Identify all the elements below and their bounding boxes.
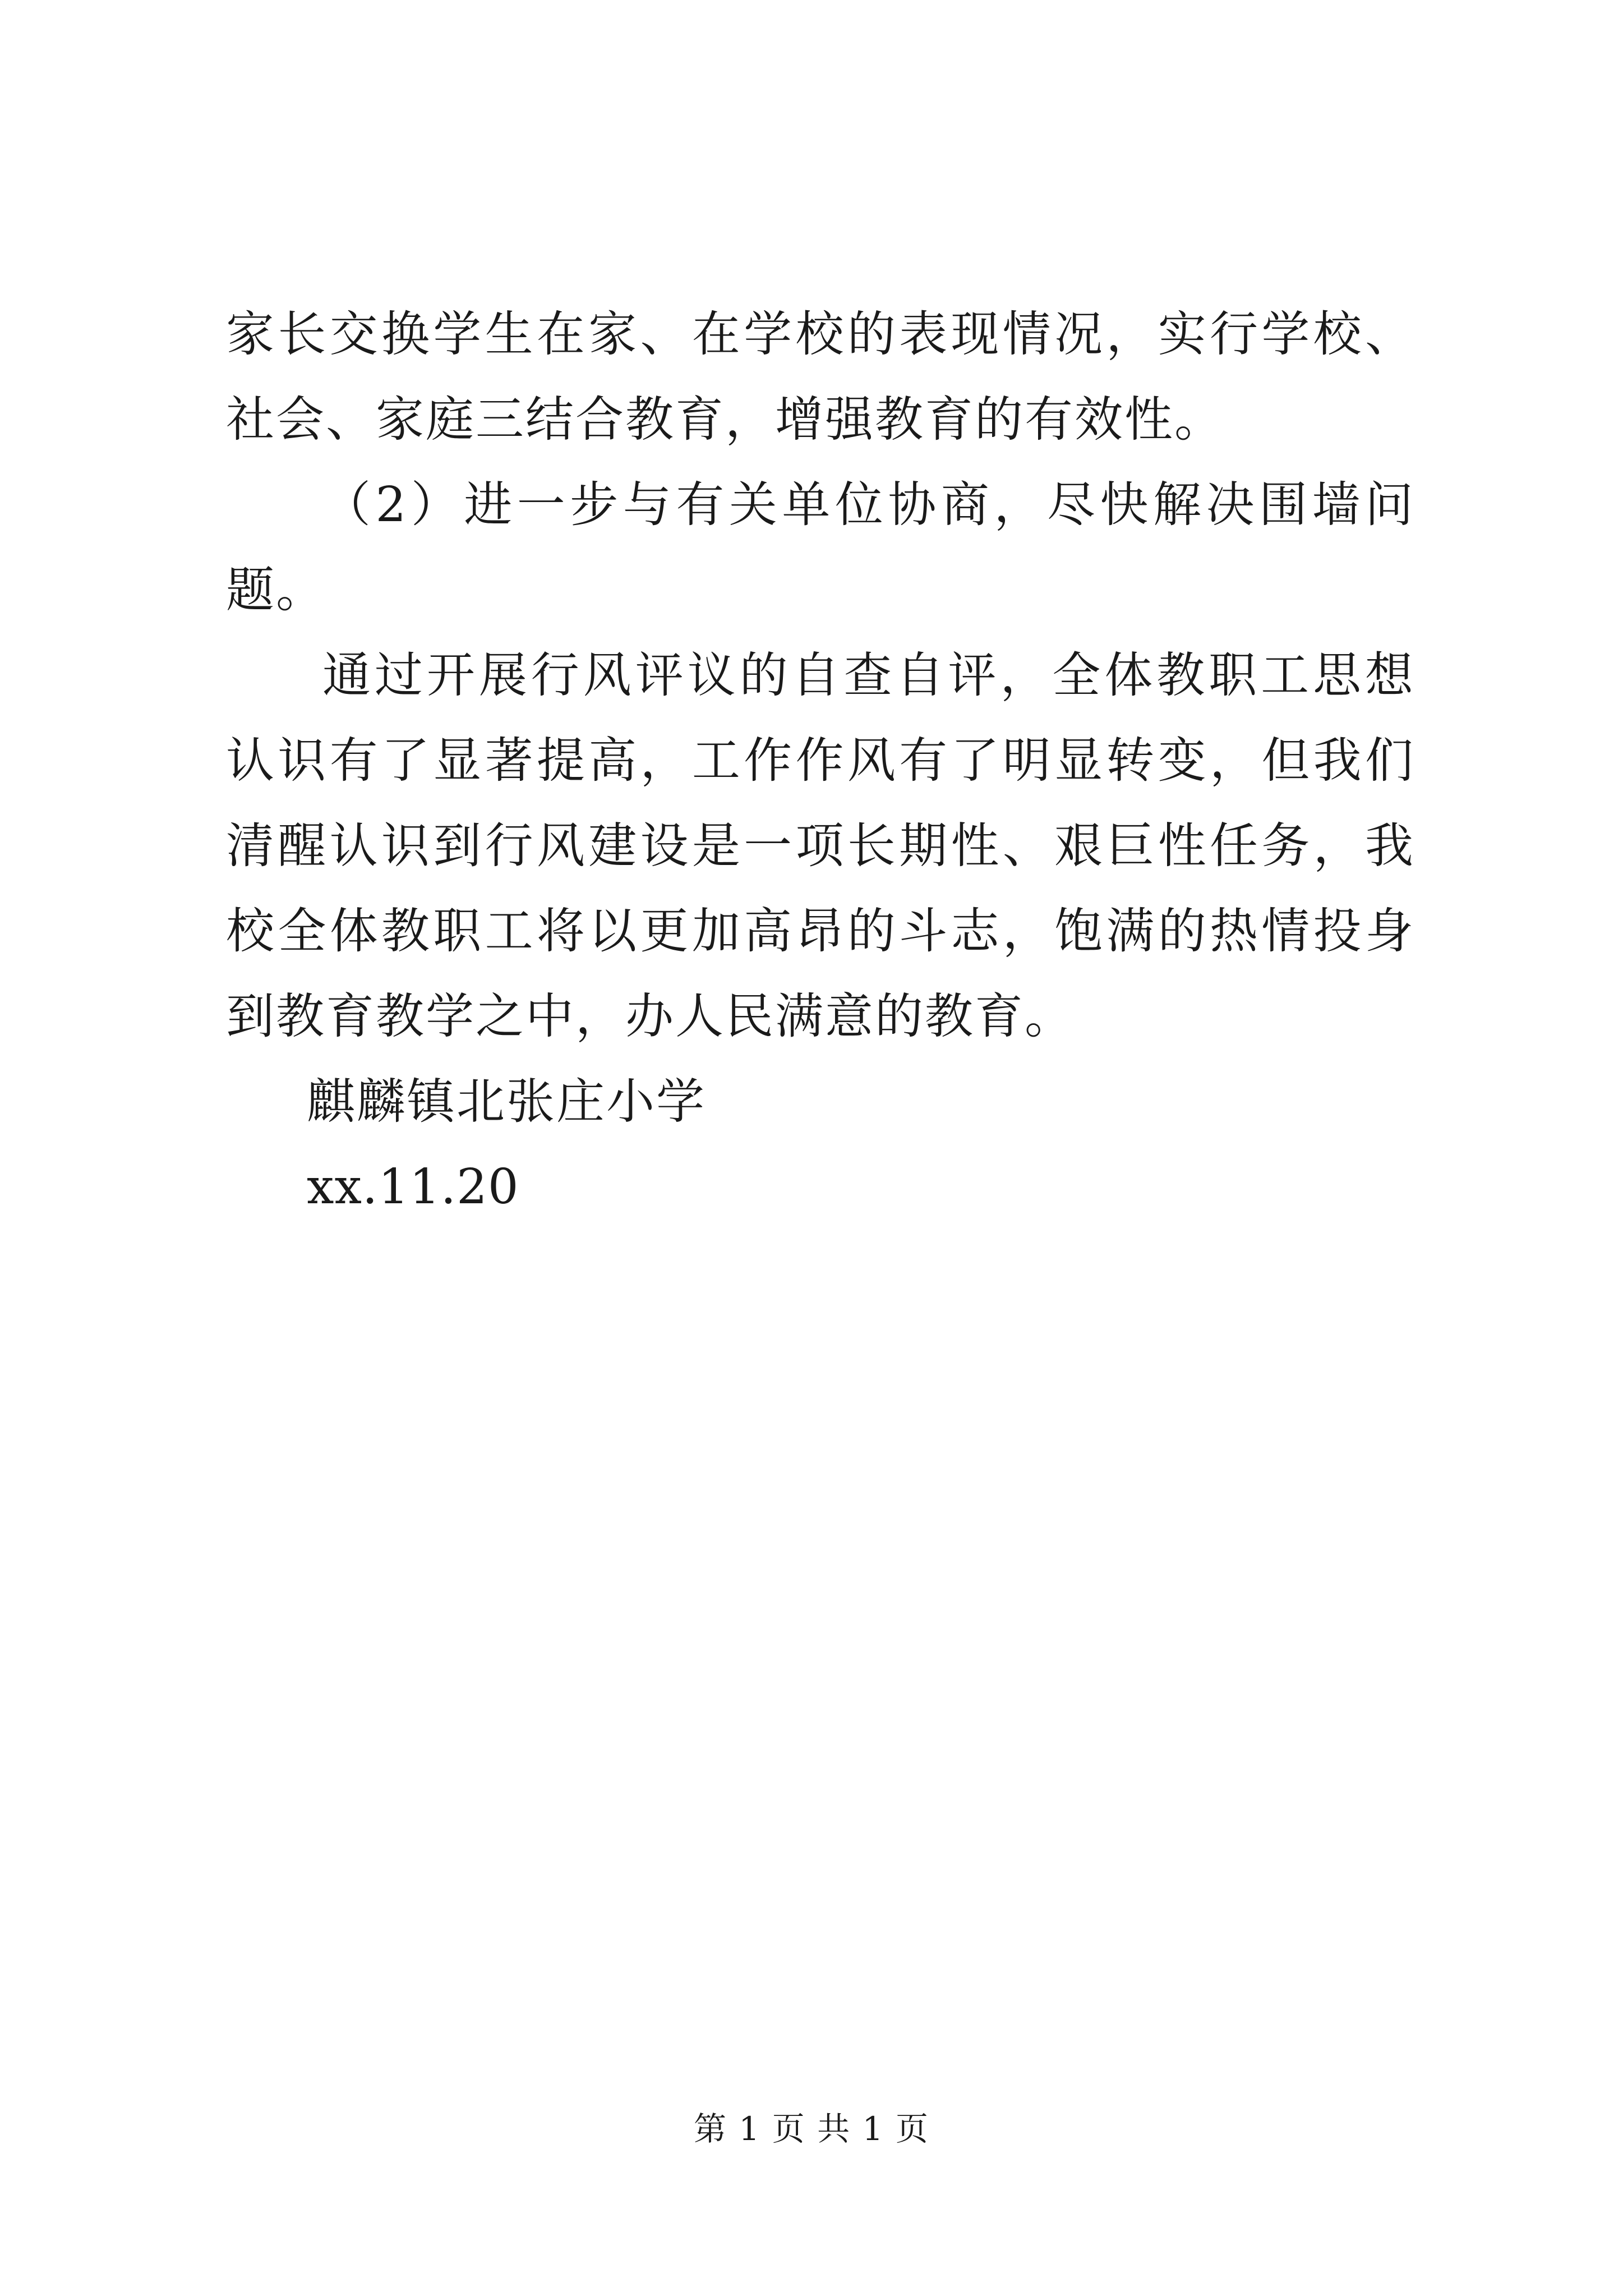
signature-date: xx.11.20 [307,1159,519,1215]
body-paragraph-continuation: 家长交换学生在家、在学校的表现情况，实行学校、社会、家庭三结合教育，增强教育的有效性。 [226,306,1415,448]
body-paragraph-item-2: （2）进一步与有关单位协商，尽快解决围墙问题。 [226,477,1415,618]
page-footer: 第 1 页 共 1 页 [694,2110,929,2148]
signature-organization: 麒麟镇北张庄小学 [307,1074,706,1130]
document-body [226,292,1415,1230]
body-paragraph-conclusion: 通过开展行风评议的自查自评，全体教职工思想认识有了显著提高，工作作风有了明显转变，但我们清醒认识到行风建设是一项长期性、艰巨性任务，我校全体教职工将以更加高昂的斗志，饱满的热情投身到教育教学之中，办人民满意的教育。 [226,647,1415,1045]
